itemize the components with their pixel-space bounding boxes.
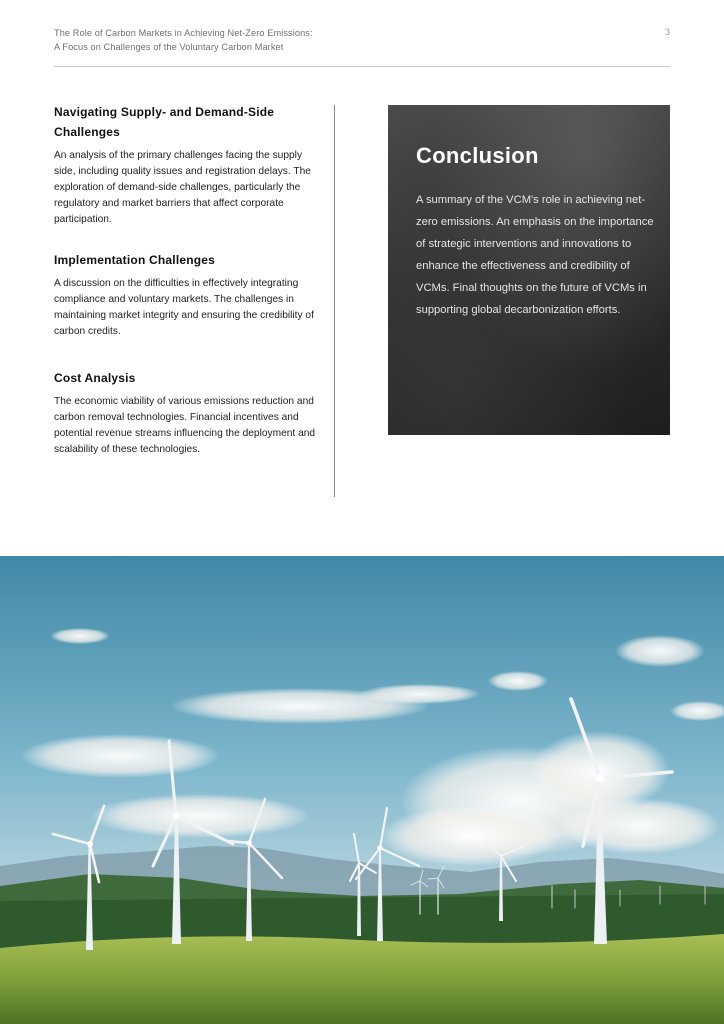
page-number: 3 (664, 27, 670, 37)
section-body: An analysis of the primary challenges facing the supply side, including quality issues and registration delays. The exploration of demand-side challenges, particularly the regulatory and market barriers that affect corporate participation. (54, 150, 311, 225)
section-body: The economic viability of various emissions reduction and carbon removal technologies. Financial incentives and potential revenue streams influencing the deployment and scalability of these technologies. (54, 396, 316, 455)
conclusion-box (388, 105, 670, 435)
header-divider (54, 66, 670, 67)
section-supply-demand (54, 102, 316, 228)
conclusion-title: Conclusion (416, 143, 539, 168)
section-heading: Navigating Supply- and Demand-Side Challenges (54, 105, 275, 139)
section-body: A discussion on the difficulties in effectively integrating compliance and voluntary markets. The challenges in maintaining market integrity and ensuring the credibility of carbon credits. (54, 278, 314, 337)
section-heading: Cost Analysis (54, 371, 136, 385)
section-heading: Implementation Challenges (54, 253, 216, 267)
column-divider (334, 105, 335, 497)
grass-field (0, 934, 724, 1024)
wind-turbine-photo (0, 556, 724, 1024)
header-title-line-1: The Role of Carbon Markets in Achieving Net-Zero Emissions: (54, 28, 313, 38)
left-column (54, 102, 316, 458)
section-implementation (54, 250, 316, 340)
running-header (54, 27, 670, 54)
section-cost-analysis (54, 368, 316, 458)
header-title-line-2: A Focus on Challenges of the Voluntary Carbon Market (54, 41, 284, 52)
conclusion-body: A summary of the VCM's role in achieving net-zero emissions. An emphasis on the importance of strategic interventions and innovations to enhance the effectiveness and credibility of VCMs. Final thoughts on the future of VCMs in supporting global decarbonization efforts. (416, 194, 654, 316)
